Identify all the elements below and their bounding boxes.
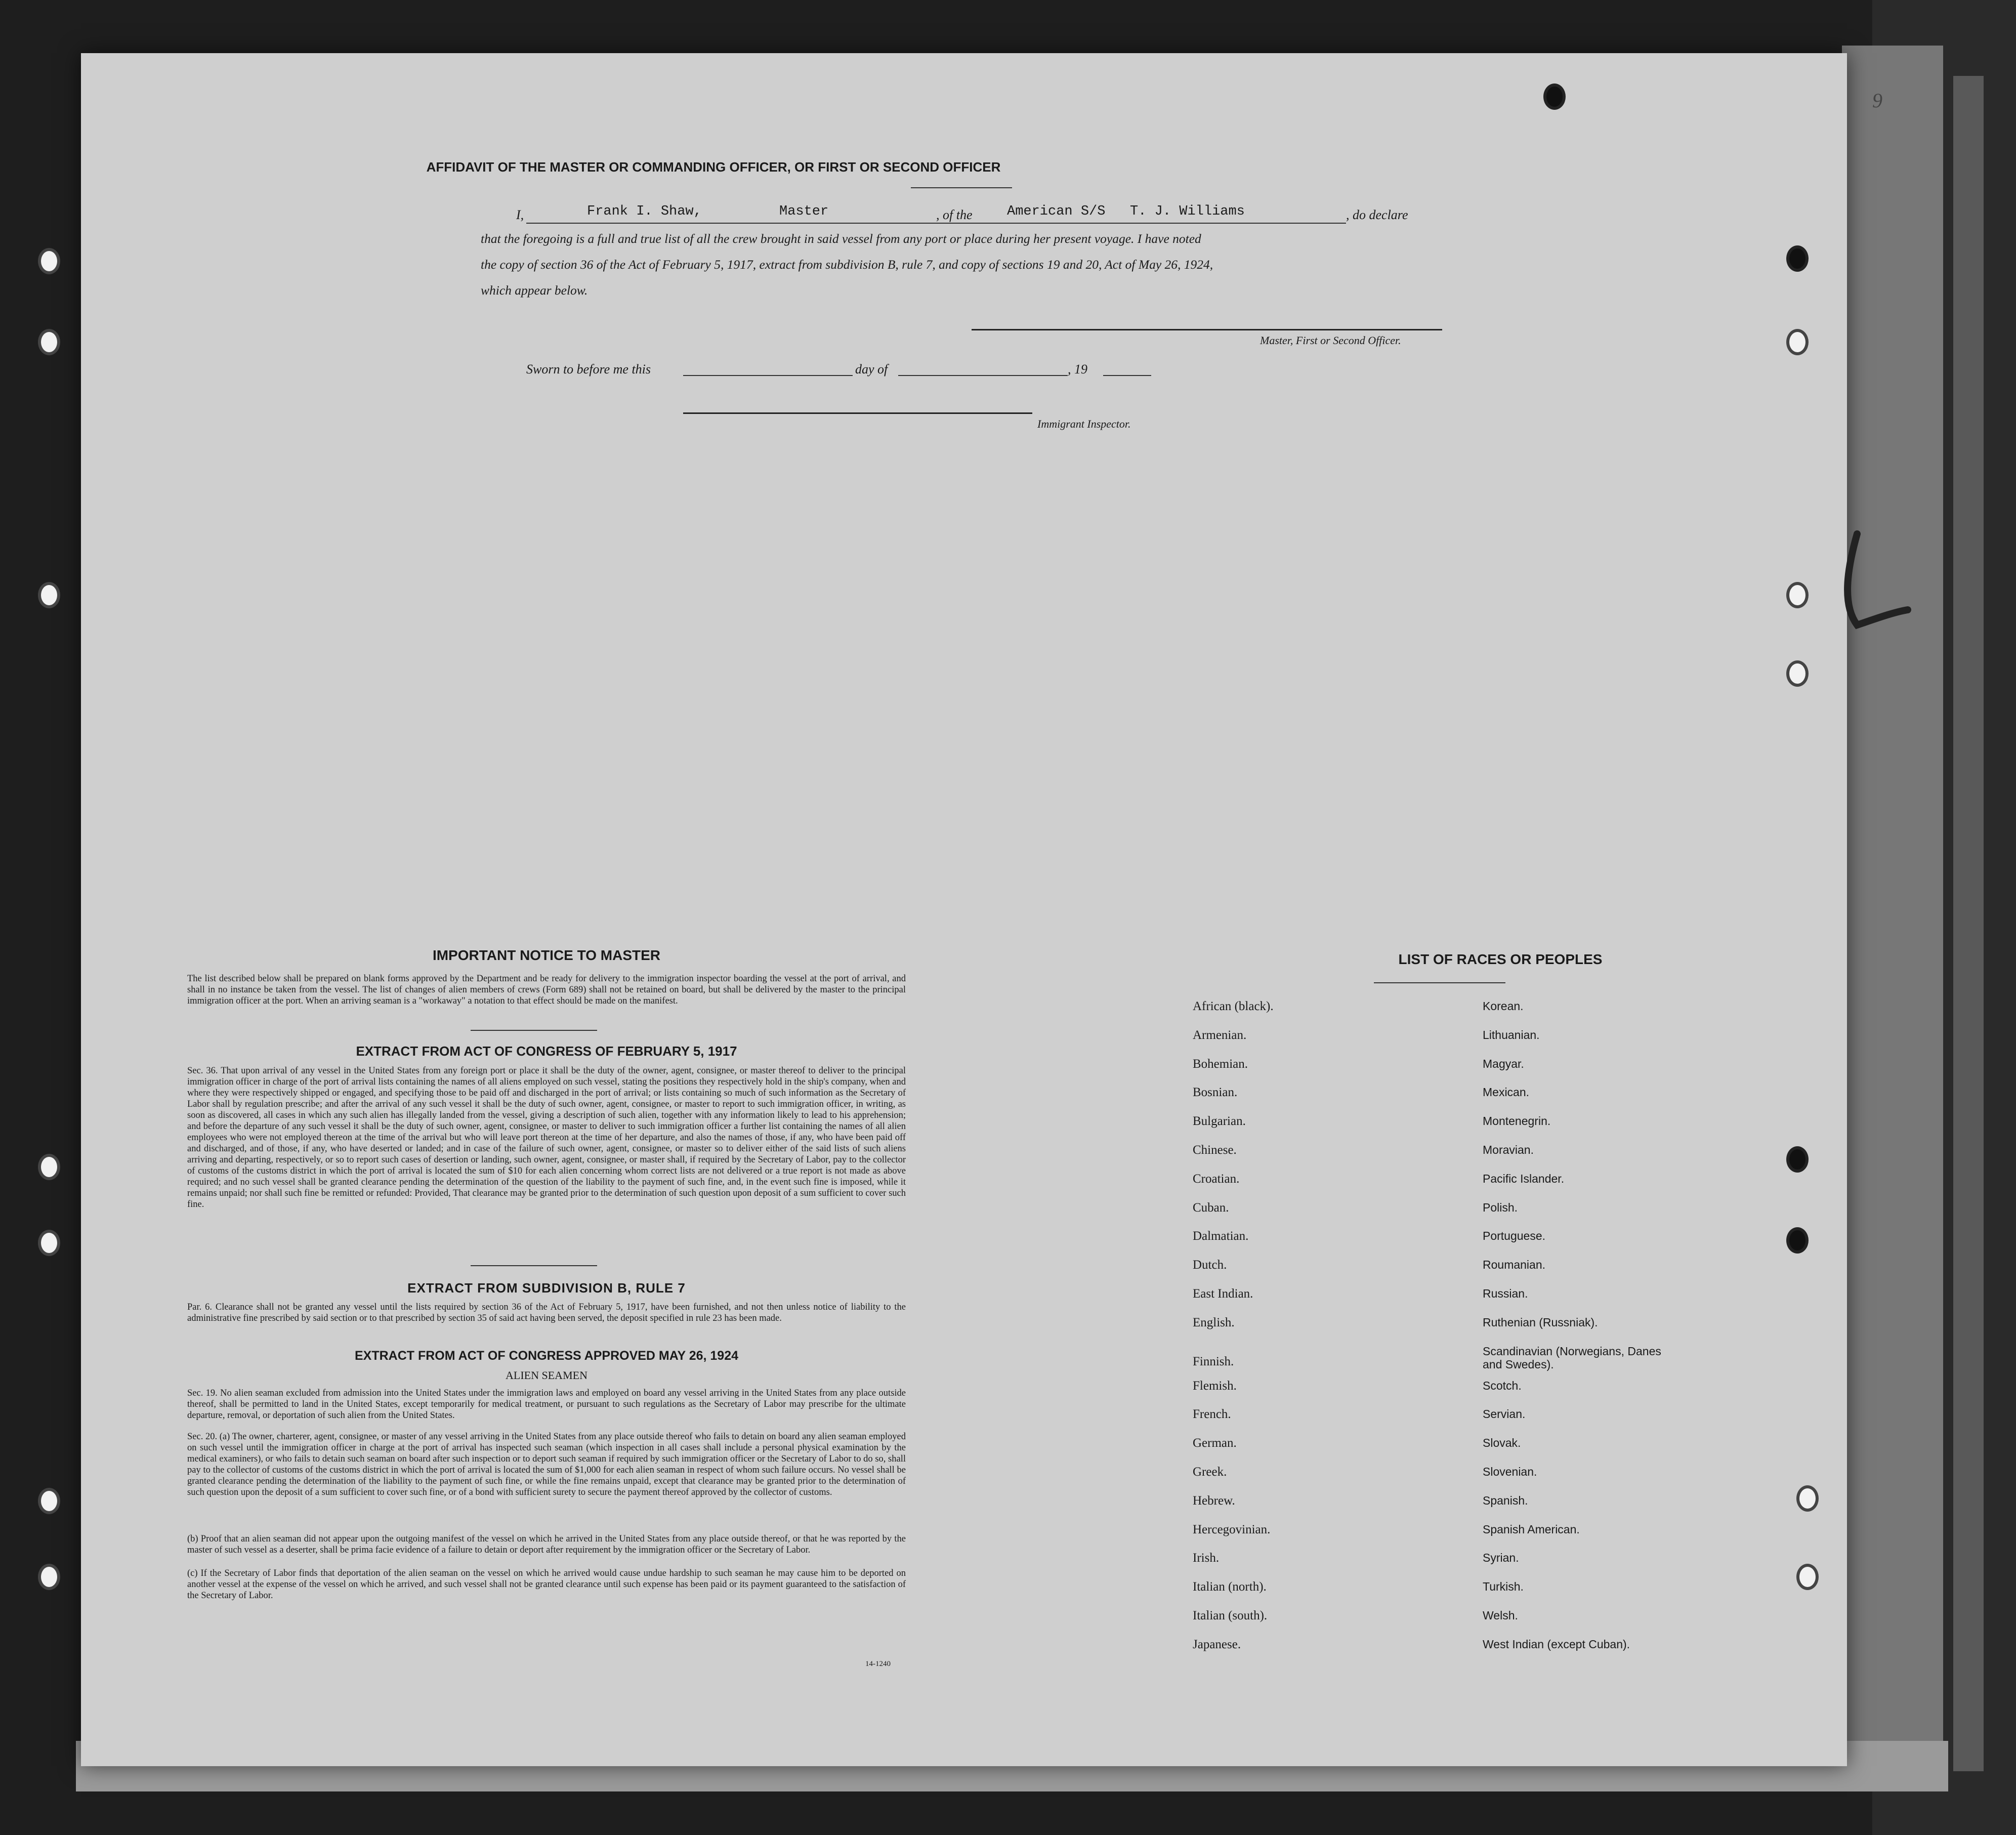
race-item: Mexican.: [1483, 1086, 1530, 1099]
affidavit-body-line-1: that the foregoing is a full and true list of all the crew brought in said vessel from any port or place during her present voyage. I have noted: [481, 231, 1201, 246]
sec-20a-text: Sec. 20. (a) The owner, charterer, agent, consignee, or master of any vessel arriving in the United States from any place outside thereof who fails to detain on board any alien seaman employed on such vessel until the immigration officer in charge at the port of arrival has inspected such seaman (which inspection in all cases shall include a personal physical examination by the medical examiners), or who fails to detain such seaman on board after such inspection or to deport such seaman if required by such immigration officer or the Secretary of Labor to do so, shall pay to the collector of customs of the customs district in which the port of arrival is located the sum of $1,000 for each alien seaman in respect of whom such failure occurs. No vessel shall be granted clearance pending the determination of the liability to the payment of such fine, or while the fine remains unpaid, except that clearance may be granted prior to the determination of such question upon the deposit of a sum sufficient to cover such fine, or of a bond with sufficient surety to secure the payment thereof approved by the collector of customs.: [187, 1432, 906, 1497]
declare-label: , do declare: [1346, 207, 1408, 222]
i-label: I,: [516, 207, 524, 222]
inspector-line: [683, 412, 1032, 414]
race-item: Bulgarian.: [1193, 1114, 1246, 1129]
punch-hole: [1786, 245, 1809, 272]
punch-hole: [1796, 1485, 1819, 1512]
sworn-day-line: [683, 375, 853, 376]
punch-hole: [38, 329, 60, 355]
day-of-label: day of: [855, 362, 888, 377]
punch-hole: [38, 1230, 60, 1256]
vessel-line: [987, 223, 1346, 224]
race-item: West Indian (except Cuban).: [1483, 1637, 1630, 1651]
extract-1924-title: EXTRACT FROM ACT OF CONGRESS APPROVED MAY 26, 1924: [354, 1349, 739, 1363]
race-item: East Indian.: [1193, 1286, 1253, 1301]
punch-hole: [1796, 1564, 1819, 1590]
punch-hole: [1786, 329, 1809, 355]
race-item: English.: [1193, 1315, 1235, 1329]
punch-hole: [1543, 84, 1566, 110]
notice-title: IMPORTANT NOTICE TO MASTER: [432, 947, 661, 963]
races-divider: [1374, 982, 1505, 983]
subdivision-b-text: Par. 6. Clearance shall not be granted any vessel until the lists required by section 36 of the Act of February 5, 1917, have been furnished, and not then unless notice of liability to the administrative fine prescribed by said section or to that prescribed by section 35 of said act having been served, the deposit specified in rule 23 has been made.: [187, 1302, 906, 1323]
race-item: Chinese.: [1193, 1143, 1237, 1157]
race-item: Slovenian.: [1483, 1465, 1537, 1478]
punch-hole: [38, 248, 60, 274]
sworn-month-line: [898, 375, 1068, 376]
race-item: Ruthenian (Russniak).: [1483, 1315, 1598, 1329]
document-sheet: [81, 53, 1882, 1766]
race-item: Irish.: [1193, 1551, 1220, 1565]
underlying-sheet: [1842, 46, 1943, 1786]
race-item: Armenian.: [1193, 1028, 1247, 1042]
races-right-column: [1483, 999, 1675, 1666]
race-item: Scotch.: [1483, 1379, 1522, 1392]
extract-1917-title: EXTRACT FROM ACT OF CONGRESS OF FEBRUARY 5, 1917: [356, 1044, 737, 1059]
affidavit-title: AFFIDAVIT OF THE MASTER OR COMMANDING OFFICER, OR FIRST OR SECOND OFFICER: [426, 159, 1001, 175]
section-divider: [471, 1030, 597, 1031]
race-item: Montenegrin.: [1483, 1114, 1551, 1128]
underlying-sheet-edge: [1953, 76, 1984, 1771]
title-divider: [911, 187, 1012, 188]
race-item: Hebrew.: [1193, 1493, 1235, 1508]
punch-hole: [1786, 1146, 1809, 1173]
form-number: 14-1240: [865, 1660, 891, 1668]
subdivision-b-title: EXTRACT FROM SUBDIVISION B, RULE 7: [407, 1280, 686, 1296]
race-item: Russian.: [1483, 1286, 1528, 1300]
master-name: Frank I. Shaw,: [587, 204, 702, 219]
race-item: Dalmatian.: [1193, 1229, 1249, 1243]
race-item: Slovak.: [1483, 1436, 1521, 1450]
affidavit-body-line-3: which appear below.: [481, 283, 588, 298]
race-item: Italian (south).: [1193, 1608, 1268, 1622]
signature-label: Master, First or Second Officer.: [1260, 334, 1401, 347]
page-number: 9: [1872, 89, 1882, 112]
affidavit-body-line-2: the copy of section 36 of the Act of February 5, 1917, extract from subdivision B, rule 7, and copy of sections 19 and 20, Act of May 26, 1924,: [481, 257, 1213, 272]
race-item: Cuban.: [1193, 1200, 1229, 1215]
race-item: Magyar.: [1483, 1057, 1524, 1070]
races-left-column: [1193, 999, 1274, 1666]
vessel-name: American S/S T. J. Williams: [1007, 204, 1245, 219]
race-item: Syrian.: [1483, 1551, 1519, 1565]
race-item: Scandinavian (Norwegians, Danes and Swedes).: [1483, 1344, 1661, 1371]
extract-1917-text: Sec. 36. That upon arrival of any vessel in the United States from any foreign port or place it shall be the duty of the owner, agent, consignee, or master thereof to deliver to the principal immigration officer in charge of the port of arrival lists containing the names of all aliens employed on such vessel, stating the positions they respectively hold in the ship's company, when and where they were respectively shipped or engaged, and specifying those to be paid off and discharged in the port of arrival; or lists containing so much of such information as the Secretary of Labor shall by regulation prescribe; and after the arrival of any such vessel it shall be the duty of such owner, agent, consignee, or master to report to such immigration officer, in writing, as soon as discovered, all cases in which any such alien has illegally landed from the vessel, giving a description of such alien, together with any information likely to lead to his apprehension; and before the departure of any such vessel it shall be the duty of such owner, agent, consignee, or master to deliver to such immigration officer a further list containing the names of all alien employees who were not employed thereon at the time of the arrival but who will leave port thereon at the time of her departure, and also the names of those, if any, who have been paid off and discharged, and of those, if any, who have deserted or landed; and in case of the failure of such owner, agent, consignee, or master so to deliver either of the said lists of such aliens arriving and departing, respectively, or so to report such cases of desertion or landing, such owner, agent, consignee, or master shall, if required by the Secretary of Labor, pay to the collector of customs of the customs district in which the port of arrival is located the sum of $10 for each alien concerning whom correct lists are not delivered or a true report is not made as above required; and no such vessel shall be granted clearance pending the determination of the question of the liability to the payment of such fine, and, in the event such fine is imposed, while it remains unpaid; nor shall such fine be remitted or refunded: Provided, That clearance may be granted prior to the determination of such question upon deposit of a sum sufficient to cover such fine.: [187, 1066, 906, 1210]
punch-hole: [1786, 1227, 1809, 1254]
inspector-label: Immigrant Inspector.: [1037, 418, 1131, 430]
punch-hole: [38, 1488, 60, 1514]
notice-text: The list described below shall be prepared on blank forms approved by the Department and be ready for delivery to the immigration inspector boarding the vessel at the port of arrival, and shall in no instance be taken from the vessel. The list of changes of alien members of crews (Form 689) shall not be retained on board, but shall be delivered by the master to the principal immigration officer at the port. When an arriving seaman is a "workaway" a notation to that effect should be made on the manifest.: [187, 974, 906, 1006]
sworn-label: Sworn to before me this: [526, 362, 651, 377]
race-item: Greek.: [1193, 1465, 1227, 1479]
race-item: Finnish.: [1193, 1354, 1234, 1368]
name-line: [526, 223, 1027, 224]
sec-19-text: Sec. 19. No alien seaman excluded from admission into the United States under the immigration laws and employed on board any vessel arriving in the United States from any place outside thereof, shall be permitted to land in the United States, except temporarily for medical treatment, or pursuant to such regulations as the Secretary of Labor may prescribe for the ultimate departure, removal, or deportation of such alien from the United States.: [187, 1388, 906, 1421]
race-item: Flemish.: [1193, 1379, 1237, 1393]
race-item: Bohemian.: [1193, 1057, 1248, 1071]
sec-20b-text: (b) Proof that an alien seaman did not appear upon the outgoing manifest of the vessel on which he arrived in the United States from any place outside thereof, or that he was reported by the master of such vessel as a deserter, shall be prima facie evidence of a failure to detain or deport after requirement by the immigration officer or the Secretary of Labor.: [187, 1534, 906, 1555]
race-item: Moravian.: [1483, 1143, 1534, 1156]
race-item: Portuguese.: [1483, 1229, 1546, 1243]
of-the-label: , of the: [936, 207, 973, 222]
race-item: Hercegovinian.: [1193, 1522, 1271, 1536]
races-title: LIST OF RACES OR PEOPLES: [1398, 951, 1603, 967]
race-item: Croatian.: [1193, 1172, 1240, 1186]
race-item: Roumanian.: [1483, 1258, 1546, 1272]
race-item: Pacific Islander.: [1483, 1172, 1565, 1185]
punch-hole: [1786, 582, 1809, 608]
race-item: Spanish.: [1483, 1493, 1528, 1507]
race-item: Lithuanian.: [1483, 1028, 1540, 1041]
punch-hole: [1786, 660, 1809, 687]
race-item: Turkish.: [1483, 1580, 1524, 1594]
sec-20c-text: (c) If the Secretary of Labor finds that deportation of the alien seaman on the vessel on which he arrived would cause undue hardship to such seaman he may cause him to be deported on another vessel at the expense of the vessel on which he arrived, and such vessel shall not be granted clearance until such expense has been paid or its payment guaranteed to the satisfaction of the Secretary of Labor.: [187, 1568, 906, 1601]
race-item: Dutch.: [1193, 1258, 1227, 1272]
punch-hole: [38, 582, 60, 608]
race-item: African (black).: [1193, 999, 1274, 1013]
punch-hole: [38, 1154, 60, 1180]
extract-1924-subtitle: ALIEN SEAMEN: [506, 1369, 587, 1382]
race-item: Servian.: [1483, 1407, 1526, 1421]
race-item: German.: [1193, 1436, 1237, 1450]
race-item: Spanish American.: [1483, 1522, 1580, 1536]
year-label: , 19: [1068, 362, 1087, 377]
race-item: Japanese.: [1193, 1637, 1241, 1651]
punch-hole: [38, 1564, 60, 1590]
master-rank: Master: [779, 204, 829, 219]
race-item: Korean.: [1483, 999, 1524, 1013]
race-item: Polish.: [1483, 1200, 1518, 1214]
race-item: Italian (north).: [1193, 1580, 1267, 1594]
race-item: Bosnian.: [1193, 1086, 1238, 1100]
section-divider: [471, 1265, 597, 1266]
race-item: Welsh.: [1483, 1608, 1518, 1622]
handwritten-check-mark: [1837, 524, 1913, 640]
signature-line: [972, 329, 1442, 330]
sworn-year-line: [1103, 375, 1151, 376]
race-item: French.: [1193, 1407, 1231, 1422]
